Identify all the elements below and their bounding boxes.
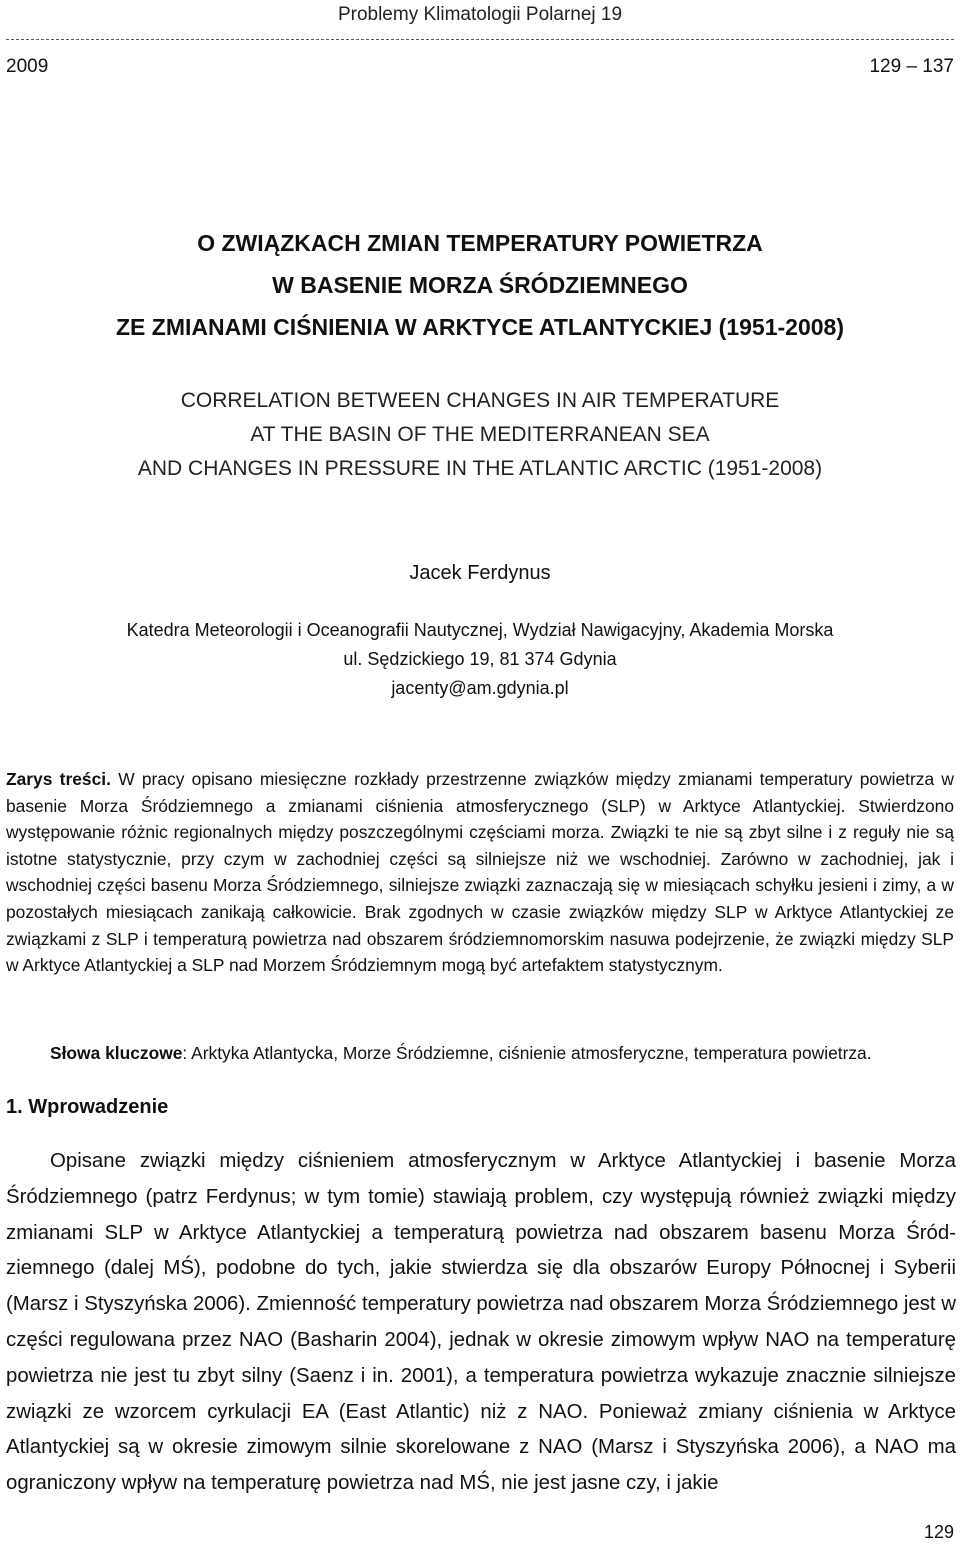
title-english-line: CORRELATION BETWEEN CHANGES IN AIR TEMPERATURE (180, 389, 780, 412)
title-english (0, 384, 960, 486)
body-text (6, 1144, 956, 1502)
title-polish (0, 222, 960, 348)
keywords-label: Słowa kluczowe (50, 1043, 183, 1063)
abstract-text: W pracy opisano miesięczne rozkłady przestrzenne związków między zmianami temperatury powietrza w basenie Morza Śródziemnego a zmianami ciśnienia atmosferycznego (SLP) w Arktyce Atlantyckiej. Stwierdzono występowanie różnic regionalnych między poszczególnymi częściami morza. Związki te nie są zbyt silne i z reguły nie są istotne statystycznie, przy czym w zachodniej części są silniejsze niż we wschodniej. Zarówno w zachodniej, jak i wschodniej części basenu Morza Śródziemnego, silniejsze związki zaznaczają się w miesiącach schyłku jesieni i zimy, a w pozostałych miesiącach zanikają całkowicie. Brak zgodnych w czasie związków między SLP w Arktyce Atlantyckiej ze związkami z SLP i temperaturą powietrza nad obszarem śródziemnomorskim nasuwa podejrzenie, że związki między SLP w Arktyce Atlantyckiej a SLP nad Morzem Śródziemnym mogą być artefaktem statystycznym. (6, 769, 954, 976)
journal-name: Problemy Klimatologii Polarnej 19 (337, 4, 623, 25)
page-range: 129 – 137 (869, 56, 954, 77)
abstract-label: Zarys treści. (6, 769, 111, 789)
affiliation-institution: Katedra Meteorologii i Oceanografii Nautycznej, Wydział Nawigacyjny, Akademia Morska (126, 620, 834, 640)
affiliation (0, 616, 960, 703)
title-polish-line: O ZWIĄZKACH ZMIAN TEMPERATURY POWIETRZA (197, 230, 763, 256)
title-english-line: AT THE BASIN OF THE MEDITERRANEAN SEA (250, 423, 710, 446)
author-name: Jacek Ferdynus (409, 562, 551, 584)
author-email: jacenty@am.gdynia.pl (391, 678, 569, 698)
keywords (6, 1040, 954, 1066)
page-number: 129 (923, 1522, 954, 1542)
title-polish-line: W BASENIE MORZA ŚRÓDZIEMNEGO (272, 272, 688, 298)
abstract (6, 766, 954, 979)
affiliation-address: ul. Sędzickiego 19, 81 374 Gdynia (343, 649, 617, 669)
header-rule (6, 39, 954, 40)
title-polish-line: ZE ZMIANAMI CIŚNIENIA W ARKTYCE ATLANTYCKIEJ (1951-2008) (116, 314, 844, 340)
title-english-line: AND CHANGES IN PRESSURE IN THE ATLANTIC ARCTIC (1951-2008) (137, 457, 823, 480)
keywords-text: : Arktyka Atlantycka, Morze Śródziemne, ciśnienie atmosferyczne, temperatura powietrza. (182, 1043, 872, 1063)
section-heading: 1. Wprowadzenie (6, 1096, 169, 1118)
issue-year: 2009 (6, 56, 49, 77)
body-paragraph: Opisane związki między ciśnieniem atmosferycznym w Arktyce Atlantyckiej i basenie Morza Śródziemnego (patrz Ferdynus; w tym tomie) stawiają problem, czy występują również związki między zmianami SLP w Arktyce Atlantyckiej a temperaturą powietrza nad obszarem basenu Morza Śród-ziemnego (dalej MŚ), podobne do tych, jakie stwierdza się dla obszarów Europy Północnej i Syberii (Marsz i Styszyńska 2006). Zmienność temperatury powietrza nad obszarem Morza Śródziemnego jest w części regulowana przez NAO (Basharin 2004), jednak w okresie zimowym wpływ NAO na temperaturę powietrza nie jest tu zbyt silny (Saenz i in. 2001), a temperatura powietrza wykazuje znacznie silniejsze związki ze wzorcem cyrkulacji EA (East Atlantic) niż z NAO. Ponieważ zmiany ciśnienia w Arktyce Atlantyckiej są w okresie zimowym silnie skorelowane z NAO (Marsz i Styszyńska 2006), a NAO ma ograniczony wpływ na temperaturę powietrza nad MŚ, nie jest jasne czy, i jakie (6, 1150, 956, 1495)
